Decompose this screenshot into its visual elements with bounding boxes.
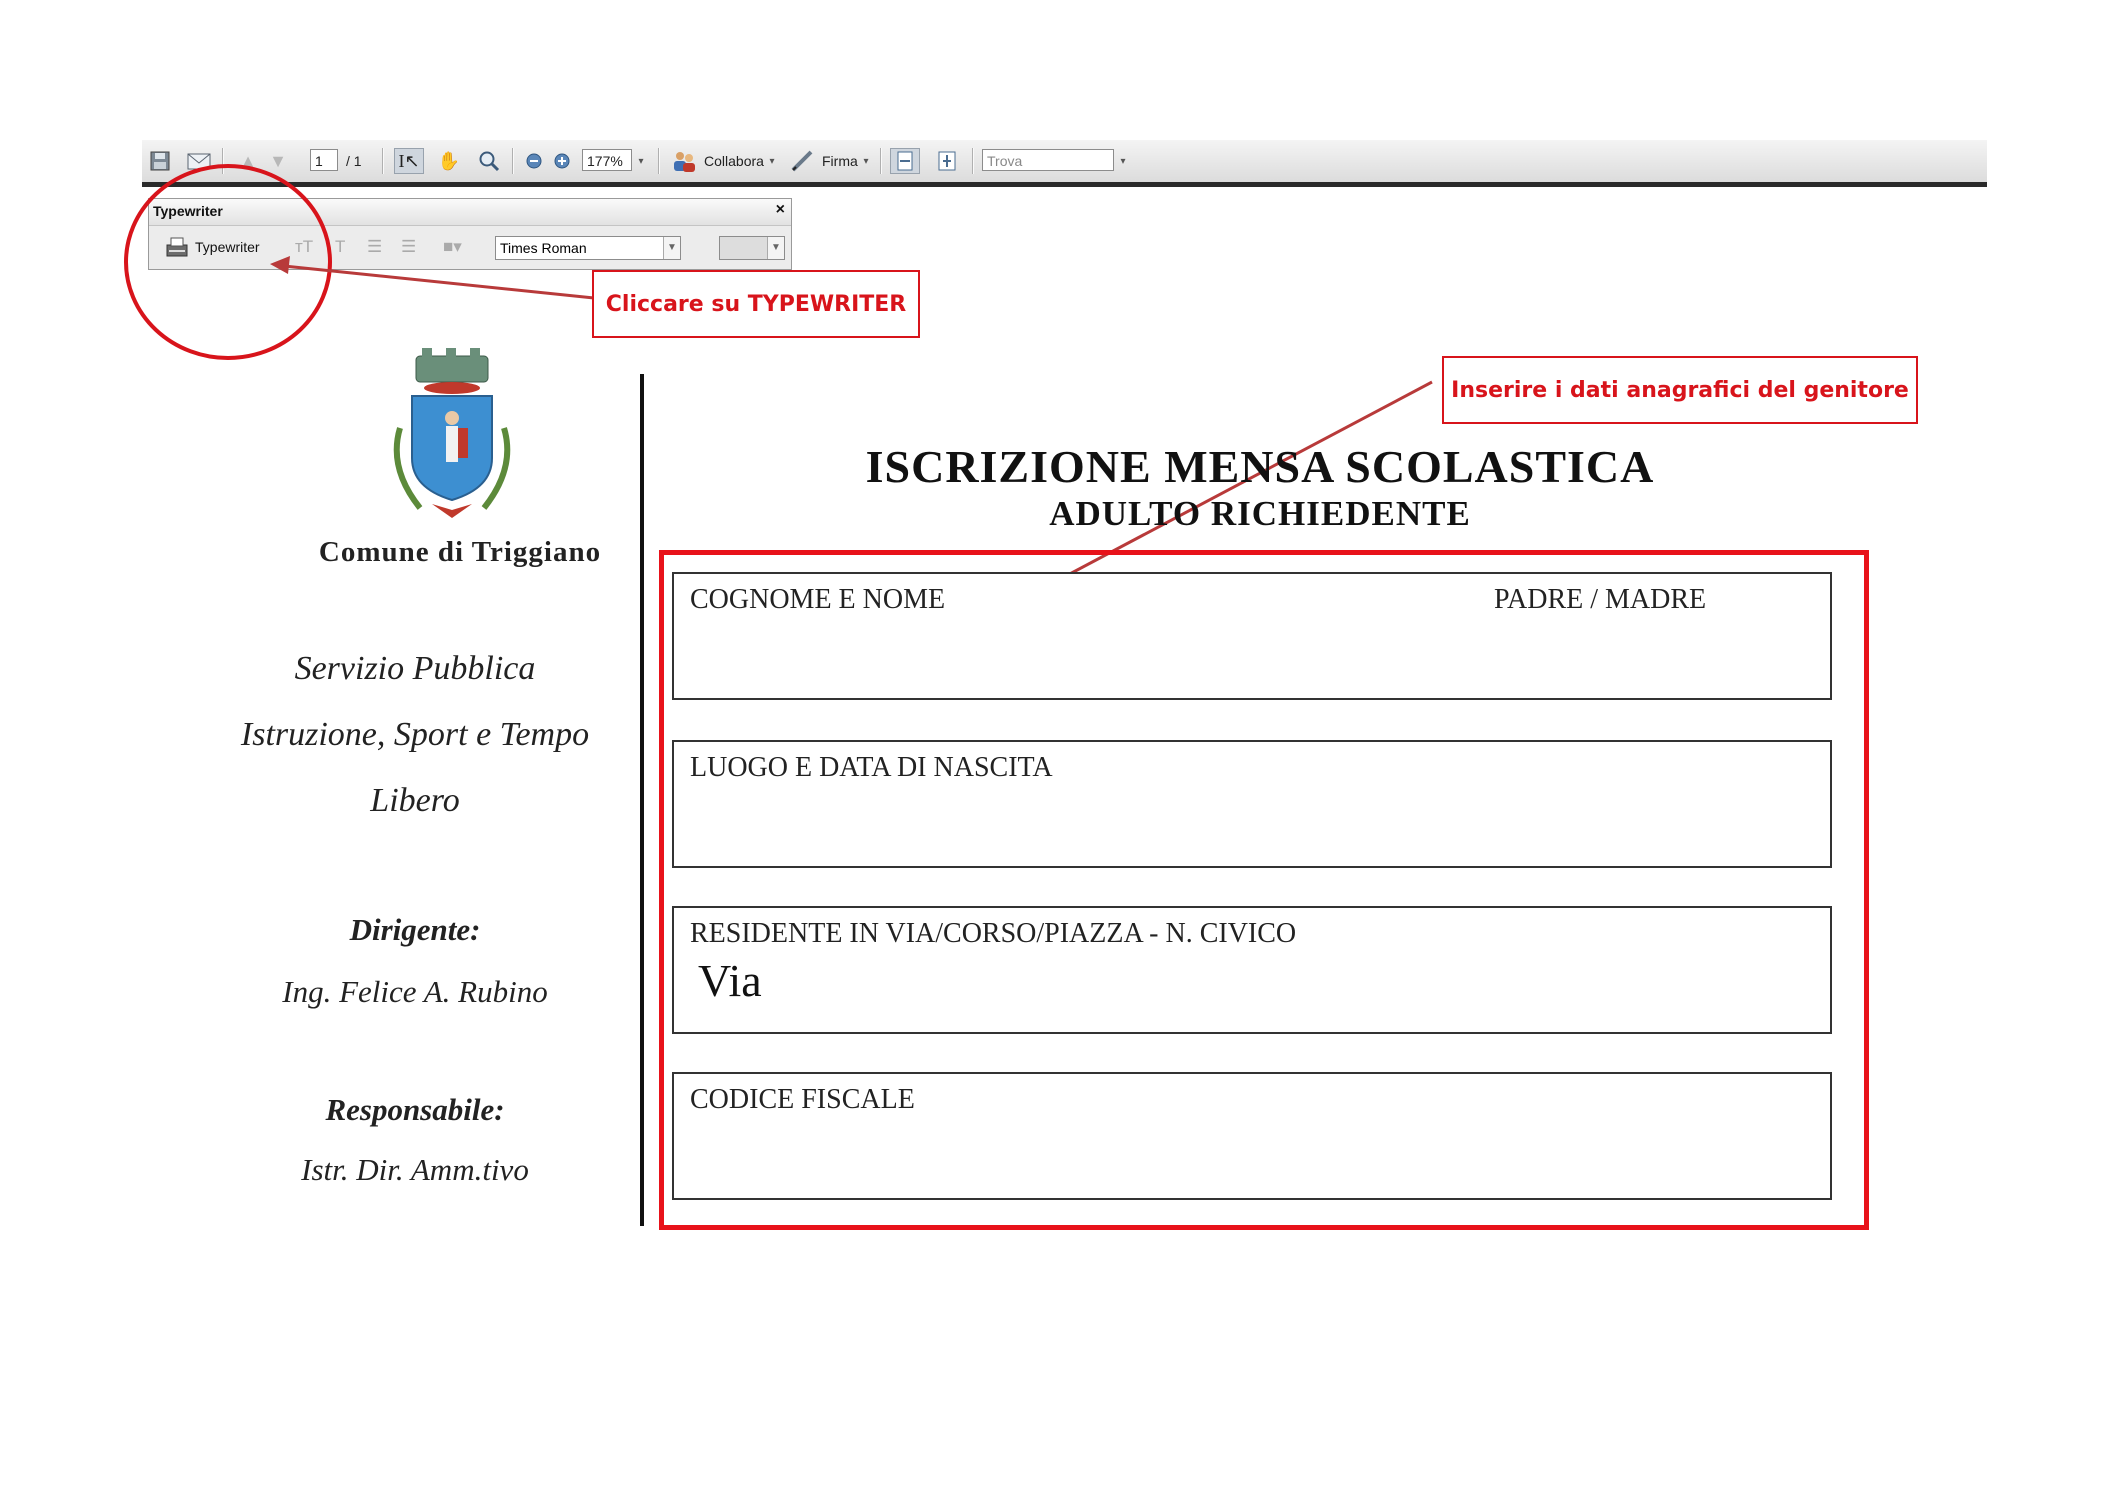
form-subtitle: ADULTO RICHIEDENTE [1049,494,1471,533]
search-dropdown-icon[interactable]: ▾ [1120,155,1126,167]
servizio-line-3: Libero [370,782,460,819]
page-total: / 1 [346,153,362,169]
field-cognome-nome[interactable] [672,572,1832,700]
zoom-dropdown-icon[interactable]: ▾ [638,155,644,167]
text-increase-icon[interactable]: T [335,237,346,256]
field-label-padre-madre: PADRE / MADRE [1494,584,1707,615]
callout-typewriter: Cliccare su TYPEWRITER [592,270,920,338]
collabora-menu[interactable]: Collabora [704,153,764,169]
select-tool-icon[interactable]: I↖ [394,148,424,174]
line-spacing-decrease-icon[interactable]: ☰ [367,237,383,256]
typewriter-button-label: Typewriter [195,239,260,255]
text-color-icon[interactable]: ■▾ [443,237,462,256]
arrow-typewriter [284,266,594,298]
firma-menu[interactable]: Firma [822,153,858,169]
dirigente-label: Dirigente: [349,912,481,947]
text-decrease-icon[interactable]: ᴛT [295,237,314,256]
field-codice-fiscale[interactable] [672,1072,1832,1200]
chevron-down-icon[interactable]: ▼ [767,237,784,259]
arrow-typewriter-head [270,256,290,274]
vertical-divider [640,374,644,1226]
servizio-line-1: Servizio Pubblica [294,650,536,687]
zoom-level-input[interactable]: 177% [582,149,632,171]
typewriter-panel-title: Typewriter [153,203,223,219]
form-title: ISCRIZIONE MENSA SCOLASTICA [865,441,1655,492]
field-luogo-data-nascita[interactable] [672,740,1832,868]
page-number-input[interactable]: 1 [310,149,338,171]
chevron-down-icon[interactable]: ▼ [663,237,680,259]
comune-name: Comune di Triggiano [318,536,602,568]
dirigente-name: Ing. Felice A. Rubino [282,974,548,1009]
field-residenza[interactable] [672,906,1832,1034]
field-label: LUOGO E DATA DI NASCITA [690,752,1053,783]
field-label: COGNOME E NOME [690,584,946,615]
previous-page-icon[interactable]: ▲ [239,150,257,171]
firma-dropdown-icon[interactable]: ▾ [863,155,869,167]
coat-of-arms-icon [386,348,518,530]
line-spacing-increase-icon[interactable]: ☰ [401,237,417,256]
collabora-dropdown-icon[interactable]: ▾ [769,155,775,167]
responsabile-name: Istr. Dir. Amm.tivo [301,1152,529,1187]
close-icon[interactable]: × [775,201,785,218]
callout-dati-genitore: Inserire i dati anagrafici del genitore [1442,356,1918,424]
field-value: Via [698,955,762,1006]
font-select-value: Times Roman [500,240,587,256]
servizio-line-2: Istruzione, Sport e Tempo [240,716,590,753]
search-input[interactable]: Trova [982,149,1114,171]
field-label: CODICE FISCALE [690,1084,915,1115]
hand-tool-icon[interactable]: ✋ [437,150,461,171]
field-label: RESIDENTE IN VIA/CORSO/PIAZZA - N. CIVICO [690,918,1297,949]
highlight-circle [126,166,330,358]
next-page-icon[interactable]: ▼ [269,150,287,171]
responsabile-label: Responsabile: [325,1092,505,1127]
